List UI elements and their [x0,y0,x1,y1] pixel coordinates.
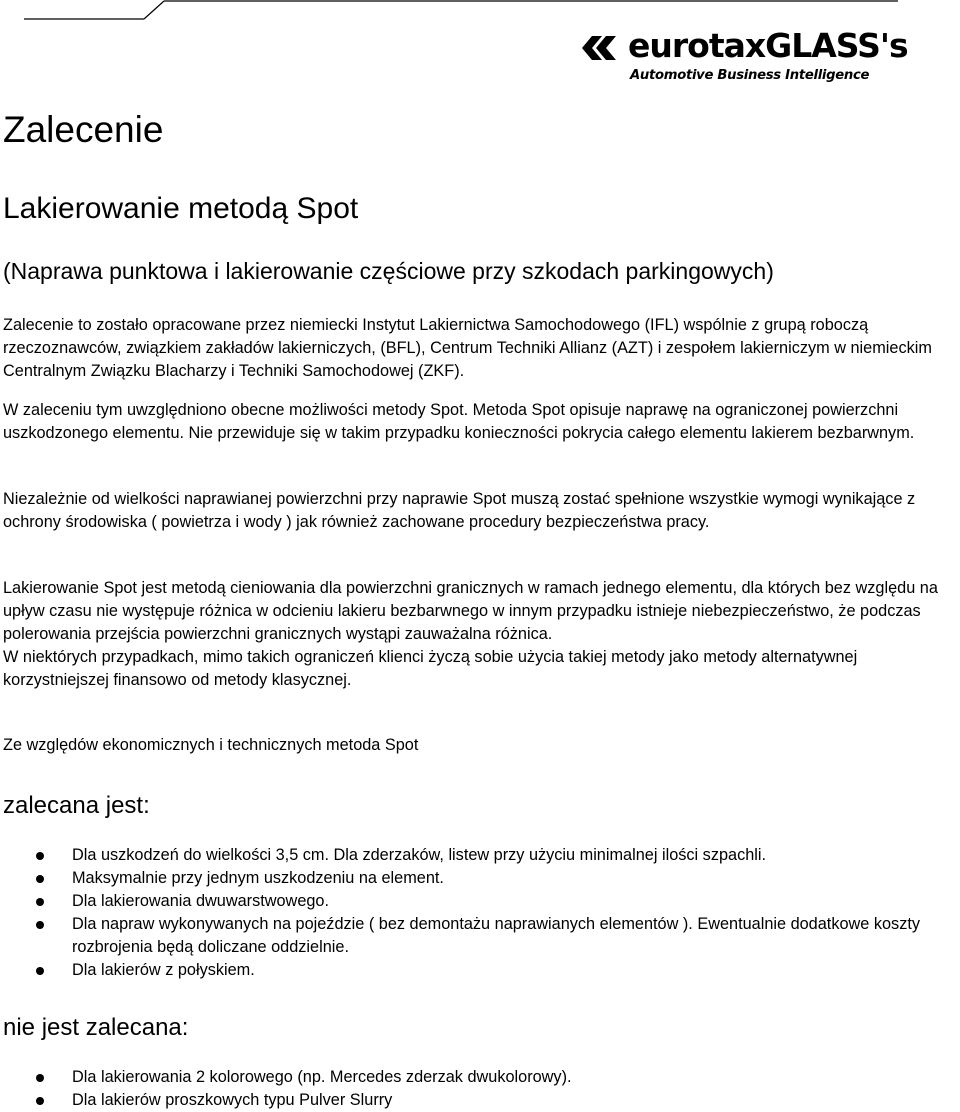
list-item [3,1066,958,1089]
logo-tagline: Automotive Business Intelligence [630,68,870,83]
list-item-text: Dla lakierów proszkowych typu Pulver Slurry [72,1091,393,1109]
list-item [3,959,958,982]
recommended-heading: zalecana jest: [3,792,150,819]
list-item [3,1089,958,1112]
bullet-icon [36,921,44,929]
list-item [3,913,958,959]
recommended-list [3,844,958,982]
list-item [3,844,958,867]
paragraph-method: Lakierowanie Spot jest metodą cieniowania dla powierzchni granicznych w ramach jednego elementu, dla których bez względu na upływ czasu nie występuje różnica w odcieniu lakieru bezbarwnego w innym przypadku istnieje niebezpieczeństwo, że podczas polerowania przejścia powierzchni granicznych wystąpi zauważalna różnica. W niektórych przypadkach, mimo takich ograniczeń klienci życzą sobie użycia takiej metody jako metody alternatywnej korzystniejszej finansowo od metody klasycznej. [3,579,938,689]
paragraph-intro: Zalecenie to zostało opracowane przez niemiecki Instytut Lakiernictwa Samochodowego (IFL) wspólnie z grupą roboczą rzeczoznawców, związkiem zakładów lakierniczych, (BFL), Centrum Techniki Allianz (AZT) i zespołem lakierniczym w niemieckim Centralnym Związku Blacharzy i Techniki Samochodowej (ZKF). [3,316,932,380]
chevron-logo-icon [582,36,628,60]
paragraph-requirements: Niezależnie od wielkości naprawianej powierzchni przy naprawie Spot muszą zostać spełnione wszystkie wymogi wynikające z ochrony środowiska ( powietrza i wody ) jak również zachowane procedury bezpieczeństwa pracy. [3,490,916,531]
list-item-text: Dla lakierowania 2 kolorowego (np. Mercedes zderzak dwukolorowy). [72,1068,572,1086]
company-logo [582,26,908,86]
list-item-text: Maksymalnie przy jednym uszkodzeniu na element. [72,869,444,887]
paragraph-scope: W zaleceniu tym uwzględniono obecne możliwości metody Spot. Metoda Spot opisuje naprawę na ograniczonej powierzchni uszkodzonego elementu. Nie przewiduje się w takim przypadku konieczności pokrycia całego elementu lakierem bezbarwnym. [3,401,915,442]
list-item-text: Dla uszkodzeń do wielkości 3,5 cm. Dla zderzaków, listew przy użyciu minimalnej ilości szpachli. [72,846,767,864]
bullet-icon [36,875,44,883]
document-title: Zalecenie [3,109,164,150]
logo-brand-text: eurotaxGLASS's [628,26,908,65]
header-rule [24,0,898,20]
bullet-icon [36,1097,44,1105]
list-item-text: Dla lakierowania dwuwarstwowego. [72,892,330,910]
paragraph-lead-in: Ze względów ekonomicznych i technicznych metoda Spot [3,736,419,754]
list-item-text: Dla lakierów z połyskiem. [72,961,255,979]
list-item [3,867,958,890]
not-recommended-list [3,1066,958,1112]
bullet-icon [36,1074,44,1082]
bullet-icon [36,852,44,860]
bullet-icon [36,967,44,975]
bullet-icon [36,898,44,906]
list-item-text: Dla napraw wykonywanych na pojeździe ( bez demontażu naprawianych elementów ). Ewentualnie dodatkowe koszty rozbrojenia będą doliczane oddzielnie. [72,915,920,956]
document-subtitle: Lakierowanie metodą Spot [3,192,359,225]
document-parenthetical: (Naprawa punktowa i lakierowanie częściowe przy szkodach parkingowych) [3,258,774,284]
not-recommended-heading: nie jest zalecana: [3,1014,189,1041]
list-item [3,890,958,913]
